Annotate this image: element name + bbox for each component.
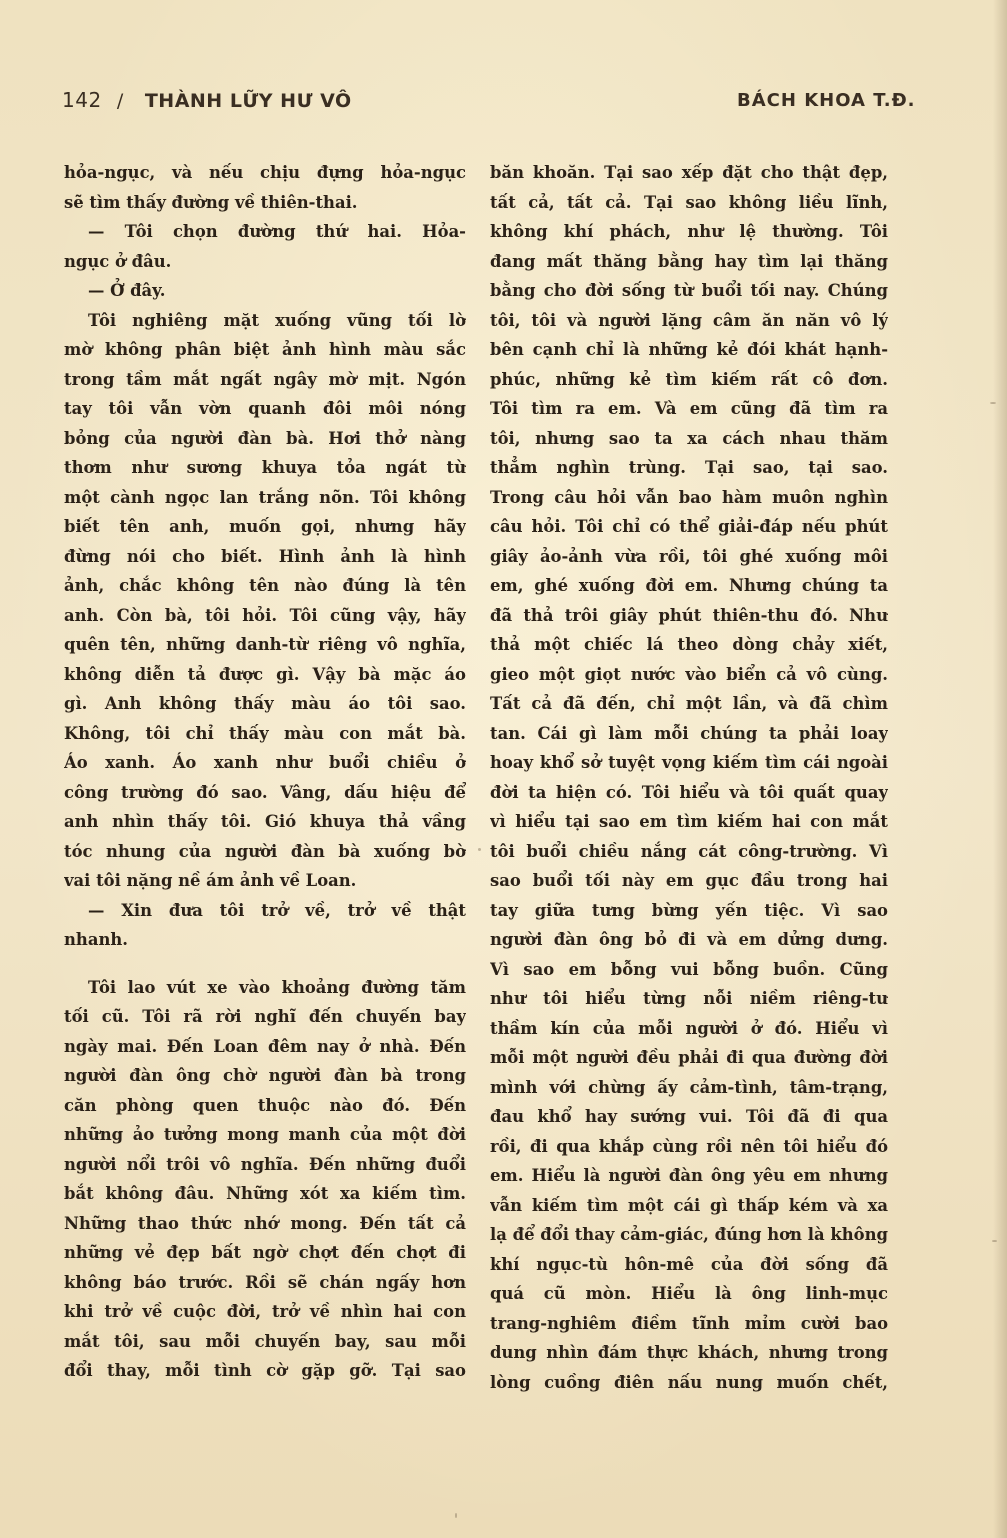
text-line: thơm như sương khuya tỏa ngát từ <box>64 458 466 477</box>
text-line: tôi, tôi và người lặng câm ăn năn vô lý <box>490 310 888 330</box>
text-line: vai tôi nặng nề ám ảnh về Loan. <box>64 871 357 890</box>
text-line: khí ngục-tù hôn-mê của đời sống đã <box>490 1254 888 1274</box>
text-line: biết tên anh, muốn gọi, nhưng hãy <box>64 517 466 536</box>
text-line: như tôi hiểu từng nỗi niềm riêng-tư <box>490 989 888 1008</box>
text-line: không báo trước. Rồi sẽ chán ngấy hơn <box>64 1272 466 1292</box>
text-line: tôi buổi chiều nắng cát công-trường. Vì <box>490 841 888 861</box>
text-line: đang mất thăng bằng hay tìm lại thăng <box>490 251 888 271</box>
text-line: lòng cuồng điên nấu nung muốn chết, <box>490 1372 888 1392</box>
text-line: anh nhìn thấy tôi. Gió khuya thả vầng <box>64 812 466 831</box>
text-line: tôi, nhưng sao ta xa cách nhau thăm <box>490 428 888 448</box>
text-line: những ảo tưởng mong manh của một đời <box>64 1125 466 1144</box>
text-line: em. Hiểu là người đàn ông yêu em nhưng <box>490 1166 888 1185</box>
page-number: 142 <box>62 88 102 112</box>
text-line: em, ghé xuống đời em. Nhưng chúng ta <box>490 576 888 595</box>
text-line: gì. Anh không thấy màu áo tôi sao. <box>64 694 466 713</box>
running-header <box>62 88 916 118</box>
text-line: thầm kín của mỗi người ở đó. Hiểu vì <box>490 1018 888 1038</box>
text-line: Vì sao em bỗng vui bỗng buồn. Cũng <box>490 959 888 979</box>
text-line: người nổi trôi vô nghĩa. Đến những đuổi <box>64 1154 466 1174</box>
text-line: tất cả, tất cả. Tại sao không liều lĩnh, <box>490 192 888 212</box>
text-line: thả một chiếc lá theo dòng chảy xiết, <box>490 635 888 654</box>
text-line: mình với chừng ấy cảm-tình, tâm-trạng, <box>490 1077 888 1097</box>
text-line: quên tên, những danh-từ riêng vô nghĩa, <box>64 635 466 654</box>
text-line: Không, tôi chỉ thấy màu con mắt bà. <box>64 723 466 743</box>
text-line: Tôi tìm ra em. Và em cũng đã tìm ra <box>490 399 888 418</box>
text-line: một cành ngọc lan trắng nõn. Tôi không <box>64 487 466 507</box>
text-line: sao buổi tối này em gục đầu trong hai <box>490 871 888 890</box>
text-line: đời ta hiện có. Tôi hiểu và tôi quất quay <box>490 782 888 802</box>
paper-speck <box>478 848 481 851</box>
text-line: — Xin đưa tôi trở về, trở về thật <box>88 900 466 920</box>
text-line: giây ảo-ảnh vừa rồi, tôi ghé xuống môi <box>490 546 888 566</box>
text-line: căn phòng quen thuộc nào đó. Đến <box>64 1095 466 1115</box>
text-line: khi trở về cuộc đời, trở về nhìn hai con <box>64 1302 466 1321</box>
header-separator: / <box>116 90 124 112</box>
text-line: — Tôi chọn đường thứ hai. Hỏa- <box>88 222 466 241</box>
text-line: mờ không phân biệt ảnh hình màu sắc <box>64 340 466 359</box>
text-line: Trong câu hỏi vẫn bao hàm muôn nghìn <box>490 487 888 507</box>
text-line: trang-nghiêm điềm tĩnh mỉm cười bao <box>490 1313 888 1333</box>
text-column-left <box>64 158 466 1386</box>
paper-speck <box>455 1513 457 1518</box>
text-line: công trường đó sao. Vâng, dấu hiệu để <box>64 782 466 802</box>
text-line: tối cũ. Tôi rã rời nghĩ đến chuyến bay <box>64 1007 466 1026</box>
text-line: ảnh, chắc không tên nào đúng là tên <box>64 576 466 595</box>
text-line: người đàn ông bỏ đi và em dửng dưng. <box>490 930 888 949</box>
text-line: tan. Cái gì làm mỗi chúng ta phải loay <box>490 723 888 743</box>
text-line: đổi thay, mỗi tình cờ gặp gỡ. Tại sao <box>64 1361 466 1380</box>
paper-speck <box>990 402 996 404</box>
text-line: lạ để đổi thay cảm-giác, đúng hơn là không <box>490 1225 888 1244</box>
text-line: băn khoăn. Tại sao xếp đặt cho thật đẹp, <box>490 163 888 182</box>
text-line: bắt không đâu. Những xót xa kiếm tìm. <box>64 1184 466 1203</box>
text-line: Tôi nghiêng mặt xuống vũng tối lờ <box>88 310 466 330</box>
text-line: mắt tôi, sau mỗi chuyến bay, sau mỗi <box>64 1331 466 1351</box>
text-line: hỏa-ngục, và nếu chịu đựng hỏa-ngục <box>64 163 466 182</box>
magazine-title: BÁCH KHOA T.Đ. <box>737 90 916 111</box>
text-line: vẫn kiếm tìm một cái gì thấp kém và xa <box>490 1195 888 1215</box>
section-title: THÀNH LỮY HƯ VÔ <box>144 90 352 112</box>
text-line: mỗi một người đều phải đi qua đường đời <box>490 1048 888 1067</box>
header-left <box>62 88 352 112</box>
text-line: — Ở đây. <box>88 281 166 300</box>
text-line: ngục ở đâu. <box>64 251 172 271</box>
text-line: Tất cả đã đến, chỉ một lần, và đã chìm <box>490 694 888 713</box>
text-line: bên cạnh chỉ là những kẻ đói khát hạnh- <box>490 340 888 359</box>
text-line: tóc nhung của người đàn bà xuống bờ <box>64 841 466 861</box>
text-line: anh. Còn bà, tôi hỏi. Tôi cũng vậy, hãy <box>64 605 466 625</box>
page-edge-shadow <box>993 0 1007 1538</box>
text-line: nhanh. <box>64 930 128 949</box>
text-line: ngày mai. Đến Loan đêm nay ở nhà. Đến <box>64 1036 466 1056</box>
text-line: Tôi lao vút xe vào khoảng đường tăm <box>88 977 466 997</box>
text-line: tay giữa tưng bừng yến tiệc. Vì sao <box>490 900 888 920</box>
text-line: dung nhìn đám thực khách, nhưng trong <box>490 1343 888 1362</box>
text-line: phúc, những kẻ tìm kiếm rất cô đơn. <box>490 369 888 389</box>
text-line: Áo xanh. Áo xanh như buổi chiều ở <box>64 753 466 772</box>
text-line: rồi, đi qua khắp cùng rồi nên tôi hiểu đó <box>490 1136 888 1156</box>
text-line: không khí phách, như lệ thường. Tôi <box>490 222 888 241</box>
paper-speck <box>992 1240 997 1242</box>
text-line: sẽ tìm thấy đường về thiên-thai. <box>64 192 358 212</box>
text-line: bằng cho đời sống từ buổi tối nay. Chúng <box>490 281 888 300</box>
text-line: tay tôi vẫn vờn quanh đôi môi nóng <box>64 399 466 418</box>
text-line: đã thả trôi giây phút thiên-thu đó. Như <box>490 605 888 625</box>
text-line: đừng nói cho biết. Hình ảnh là hình <box>64 546 466 566</box>
text-line: hoay khổ sở tuyệt vọng kiếm tìm cái ngoài <box>490 753 888 772</box>
text-line: câu hỏi. Tôi chỉ có thể giải-đáp nếu phút <box>490 517 888 536</box>
text-line: quá cũ mòn. Hiểu là ông linh-mục <box>490 1284 888 1303</box>
paragraph-gap <box>64 955 466 973</box>
text-line: người đàn ông chờ người đàn bà trong <box>64 1066 466 1085</box>
text-line: bỏng của người đàn bà. Hơi thở nàng <box>64 428 466 448</box>
text-line: những vẻ đẹp bất ngờ chợt đến chợt đi <box>64 1243 466 1262</box>
text-column-right <box>490 158 888 1397</box>
text-line: vì hiểu tại sao em tìm kiếm hai con mắt <box>490 812 888 831</box>
text-line: gieo một giọt nước vào biển cả vô cùng. <box>490 664 888 684</box>
text-line: Những thao thức nhớ mong. Đến tất cả <box>64 1213 466 1233</box>
text-line: thẳm nghìn trùng. Tại sao, tại sao. <box>490 458 888 477</box>
text-line: đau khổ hay sướng vui. Tôi đã đi qua <box>490 1107 888 1126</box>
text-line: trong tầm mắt ngất ngây mờ mịt. Ngón <box>64 369 466 389</box>
text-line: không diễn tả được gì. Vậy bà mặc áo <box>64 664 466 684</box>
